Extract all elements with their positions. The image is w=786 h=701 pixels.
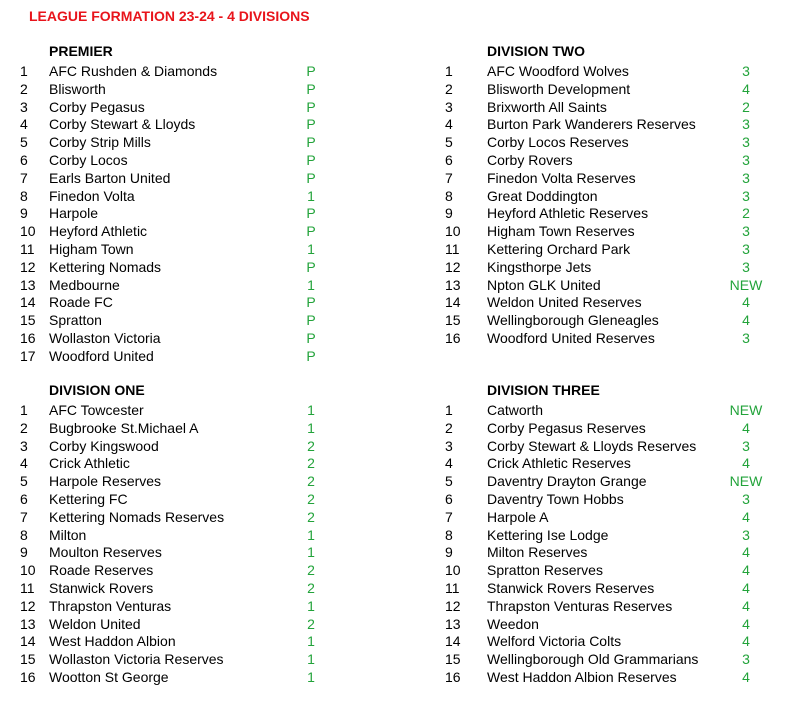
position-number: 13 [445,276,461,293]
position-number: 8 [20,187,28,204]
position-number: 6 [445,152,453,168]
page-title: LEAGUE FORMATION 23-24 - 4 DIVISIONS [29,8,310,24]
previous-division-status: 3 [742,134,750,151]
team-name: Kettering Nomads [49,258,162,275]
previous-division-status: 4 [742,455,750,472]
previous-division-status: P [306,294,316,311]
previous-division-status: 4 [742,580,750,596]
previous-division-status: P [306,223,316,240]
table-row [20,561,400,579]
table-row [445,650,786,668]
team-name: Harpole A [487,508,549,525]
table-row [20,133,400,151]
position-number: 16 [445,669,461,685]
team-name: Kettering Orchard Park [487,241,631,257]
division-heading: PREMIER [49,43,113,59]
team-name: Kettering Ise Lodge [487,526,609,543]
position-number: 17 [20,347,36,364]
previous-division-status: 2 [307,580,315,596]
position-number: 4 [20,116,28,133]
table-row [20,347,400,365]
previous-division-status: 3 [742,491,750,507]
table-row [445,187,786,205]
team-name: Burton Park Wanderers Reserves [487,116,696,133]
previous-division-status: 3 [742,169,750,186]
position-number: 10 [20,223,36,240]
previous-division-status: 2 [742,98,750,115]
previous-division-status: 1 [307,651,315,668]
position-number: 4 [20,455,28,472]
team-name: Finedon Volta [49,187,135,204]
previous-division-status: 4 [742,615,750,632]
table-row [445,543,786,561]
team-name: Corby Locos Reserves [487,134,629,151]
position-number: 8 [20,526,28,543]
division-heading: DIVISION ONE [49,382,145,398]
position-number: 9 [445,205,453,222]
previous-division-status: 1 [307,241,315,257]
table-row [445,579,786,597]
table-row [445,258,786,276]
table-row [445,419,786,437]
team-name: AFC Towcester [49,402,144,418]
team-name: Brixworth All Saints [487,98,607,115]
team-name: Great Doddington [487,187,598,204]
table-row [445,615,786,633]
team-name: Daventry Town Hobbs [487,491,624,507]
position-number: 6 [20,491,28,507]
table-row [445,632,786,650]
previous-division-status: 1 [307,419,315,436]
table-row [20,454,400,472]
previous-division-status: 4 [742,562,750,579]
previous-division-status: P [306,134,316,151]
previous-division-status: 2 [307,562,315,579]
team-name: Medbourne [49,276,120,293]
table-row [445,293,786,311]
previous-division-status: P [306,169,316,186]
table-row [20,98,400,116]
previous-division-status: P [306,63,316,79]
previous-division-status: P [306,258,316,275]
previous-division-status: P [306,347,316,364]
table-row [20,490,400,508]
previous-division-status: P [306,312,316,329]
previous-division-status: 3 [742,437,750,454]
table-row [20,597,400,615]
position-number: 9 [445,544,453,561]
position-number: 16 [445,330,461,346]
position-number: 11 [20,580,35,596]
table-row [20,187,400,205]
position-number: 7 [445,508,453,525]
position-number: 2 [445,80,453,97]
table-row [20,222,400,240]
previous-division-status: 4 [742,544,750,561]
team-name: Npton GLK United [487,276,601,293]
position-number: 2 [20,419,28,436]
table-row [445,133,786,151]
previous-division-status: 1 [307,633,315,650]
previous-division-status: 1 [307,544,315,561]
table-row [20,615,400,633]
team-name: Wollaston Victoria Reserves [49,651,224,668]
previous-division-status: 1 [307,276,315,293]
previous-division-status: NEW [729,473,763,490]
table-row [20,650,400,668]
previous-division-status: 4 [742,508,750,525]
previous-division-status: P [306,116,316,133]
previous-division-status: 1 [307,669,315,685]
table-row [445,222,786,240]
team-name: Harpole [49,205,99,222]
previous-division-status: P [306,80,316,97]
team-name: Bugbrooke St.Michael A [49,419,199,436]
team-name: Earls Barton United [49,169,171,186]
position-number: 3 [20,98,28,115]
team-name: Wellingborough Old Grammarians [487,651,699,668]
position-number: 11 [20,241,35,257]
position-number: 8 [445,187,453,204]
position-number: 14 [445,633,461,650]
table-row [20,543,400,561]
team-name: Heyford Athletic Reserves [487,205,649,222]
position-number: 15 [20,651,36,668]
previous-division-status: 1 [307,526,315,543]
table-row [20,437,400,455]
table-row [20,311,400,329]
table-row [20,579,400,597]
previous-division-status: 3 [742,526,750,543]
position-number: 7 [20,169,28,186]
previous-division-status: 1 [307,402,315,418]
table-row [445,276,786,294]
position-number: 15 [20,312,36,329]
previous-division-status: 3 [742,187,750,204]
position-number: 13 [445,615,461,632]
table-row [445,98,786,116]
previous-division-status: 3 [742,330,750,346]
table-row [445,329,786,347]
previous-division-status: 2 [307,508,315,525]
table-row [20,240,400,258]
team-name: West Haddon Albion [49,633,176,650]
position-number: 1 [445,402,453,418]
team-name: Spratton [49,312,102,329]
team-name: Wootton St George [49,669,169,685]
position-number: 4 [445,116,453,133]
table-row [445,561,786,579]
position-number: 12 [20,258,36,275]
team-name: Corby Rovers [487,152,573,168]
team-name: Roade Reserves [49,562,154,579]
table-row [20,276,400,294]
team-name: Thrapston Venturas [49,597,172,614]
position-number: 1 [20,63,28,79]
table-row [445,80,786,98]
team-name: Thrapston Venturas Reserves [487,597,673,614]
table-row [20,80,400,98]
position-number: 3 [445,98,453,115]
position-number: 1 [445,63,453,79]
position-number: 2 [445,419,453,436]
position-number: 12 [445,597,461,614]
team-name: Higham Town [49,241,134,257]
position-number: 13 [20,615,36,632]
previous-division-status: 4 [742,312,750,329]
position-number: 13 [20,276,36,293]
table-row [20,472,400,490]
position-number: 15 [445,312,461,329]
previous-division-status: P [306,330,316,346]
position-number: 9 [20,205,28,222]
previous-division-status: 3 [742,651,750,668]
position-number: 11 [445,580,460,596]
previous-division-status: 4 [742,633,750,650]
team-name: Weldon United Reserves [487,294,642,311]
previous-division-status: 4 [742,669,750,685]
team-name: Kettering FC [49,491,128,507]
team-name: Corby Stewart & Lloyds [49,116,196,133]
position-number: 4 [445,455,453,472]
previous-division-status: 3 [742,116,750,133]
team-name: Heyford Athletic [49,223,148,240]
team-name: Wollaston Victoria [49,330,161,346]
division-heading: DIVISION TWO [487,43,585,59]
team-name: Daventry Drayton Grange [487,473,647,490]
previous-division-status: 2 [742,205,750,222]
team-name: Crick Athletic Reserves [487,455,631,472]
team-name: Blisworth Development [487,80,631,97]
previous-division-status: 4 [742,419,750,436]
previous-division-status: 1 [307,597,315,614]
position-number: 3 [445,437,453,454]
team-name: Corby Stewart & Lloyds Reserves [487,437,697,454]
team-name: Blisworth [49,80,106,97]
previous-division-status: P [306,98,316,115]
team-name: Finedon Volta Reserves [487,169,636,186]
position-number: 10 [20,562,36,579]
team-name: Kingsthorpe Jets [487,258,592,275]
table-row [20,62,400,80]
position-number: 14 [20,294,36,311]
team-name: Kettering Nomads Reserves [49,508,225,525]
position-number: 5 [20,473,28,490]
table-row [20,526,400,544]
position-number: 3 [20,437,28,454]
previous-division-status: 2 [307,491,315,507]
team-name: Harpole Reserves [49,473,162,490]
table-row [20,668,400,686]
previous-division-status: P [306,205,316,222]
team-name: AFC Rushden & Diamonds [49,63,218,79]
team-name: Milton Reserves [487,544,588,561]
table-row [20,293,400,311]
team-name: Stanwick Rovers [49,580,154,596]
position-number: 14 [20,633,36,650]
table-row [20,508,400,526]
table-row [445,311,786,329]
team-name: Wellingborough Gleneagles [487,312,659,329]
previous-division-status: 3 [742,241,750,257]
previous-division-status: 3 [742,223,750,240]
position-number: 16 [20,330,36,346]
previous-division-status: 2 [307,615,315,632]
team-name: Roade FC [49,294,113,311]
team-name: Milton [49,526,87,543]
position-number: 15 [445,651,461,668]
table-row [445,240,786,258]
team-name: Woodford United Reserves [487,330,655,346]
previous-division-status: 3 [742,152,750,168]
previous-division-status: 2 [307,455,315,472]
previous-division-status: 4 [742,80,750,97]
previous-division-status: 1 [307,187,315,204]
table-row [20,115,400,133]
team-name: Corby Strip Mills [49,134,151,151]
team-name: West Haddon Albion Reserves [487,669,677,685]
table-row [445,204,786,222]
table-row [445,454,786,472]
previous-division-status: 4 [742,294,750,311]
table-row [445,401,786,419]
position-number: 8 [445,526,453,543]
previous-division-status: NEW [729,276,763,293]
team-name: Welford Victoria Colts [487,633,622,650]
table-row [20,329,400,347]
team-name: Woodford United [49,347,154,364]
team-name: Catworth [487,402,544,418]
position-number: 7 [20,508,28,525]
table-row [445,526,786,544]
position-number: 9 [20,544,28,561]
team-name: Moulton Reserves [49,544,162,561]
previous-division-status: 3 [742,258,750,275]
team-name: Weldon United [49,615,141,632]
position-number: 5 [20,134,28,151]
table-row [20,419,400,437]
table-row [445,668,786,686]
position-number: 10 [445,562,461,579]
position-number: 2 [20,80,28,97]
table-row [20,151,400,169]
team-name: AFC Woodford Wolves [487,63,629,79]
team-name: Higham Town Reserves [487,223,635,240]
table-row [445,115,786,133]
position-number: 14 [445,294,461,311]
previous-division-status: P [306,152,316,168]
table-row [445,597,786,615]
position-number: 5 [445,473,453,490]
team-name: Crick Athletic [49,455,130,472]
division-heading: DIVISION THREE [487,382,600,398]
table-row [20,401,400,419]
previous-division-status: 2 [307,473,315,490]
table-row [445,490,786,508]
table-row [20,632,400,650]
team-name: Spratton Reserves [487,562,603,579]
position-number: 5 [445,134,453,151]
position-number: 12 [20,597,36,614]
table-row [445,169,786,187]
team-name: Stanwick Rovers Reserves [487,580,655,596]
table-row [445,62,786,80]
table-row [445,437,786,455]
previous-division-status: 4 [742,597,750,614]
table-row [445,151,786,169]
team-name: Corby Locos [49,152,128,168]
team-name: Corby Pegasus Reserves [487,419,646,436]
position-number: 1 [20,402,28,418]
team-name: Corby Pegasus [49,98,145,115]
team-name: Corby Kingswood [49,437,159,454]
previous-division-status: 3 [742,63,750,79]
position-number: 10 [445,223,461,240]
table-row [20,204,400,222]
position-number: 12 [445,258,461,275]
previous-division-status: NEW [729,402,763,418]
table-row [20,258,400,276]
previous-division-status: 2 [307,437,315,454]
team-name: Weedon [487,615,539,632]
position-number: 6 [445,491,453,507]
table-row [445,508,786,526]
position-number: 6 [20,152,28,168]
table-row [445,472,786,490]
table-row [20,169,400,187]
position-number: 11 [445,241,460,257]
position-number: 7 [445,169,453,186]
position-number: 16 [20,669,36,685]
